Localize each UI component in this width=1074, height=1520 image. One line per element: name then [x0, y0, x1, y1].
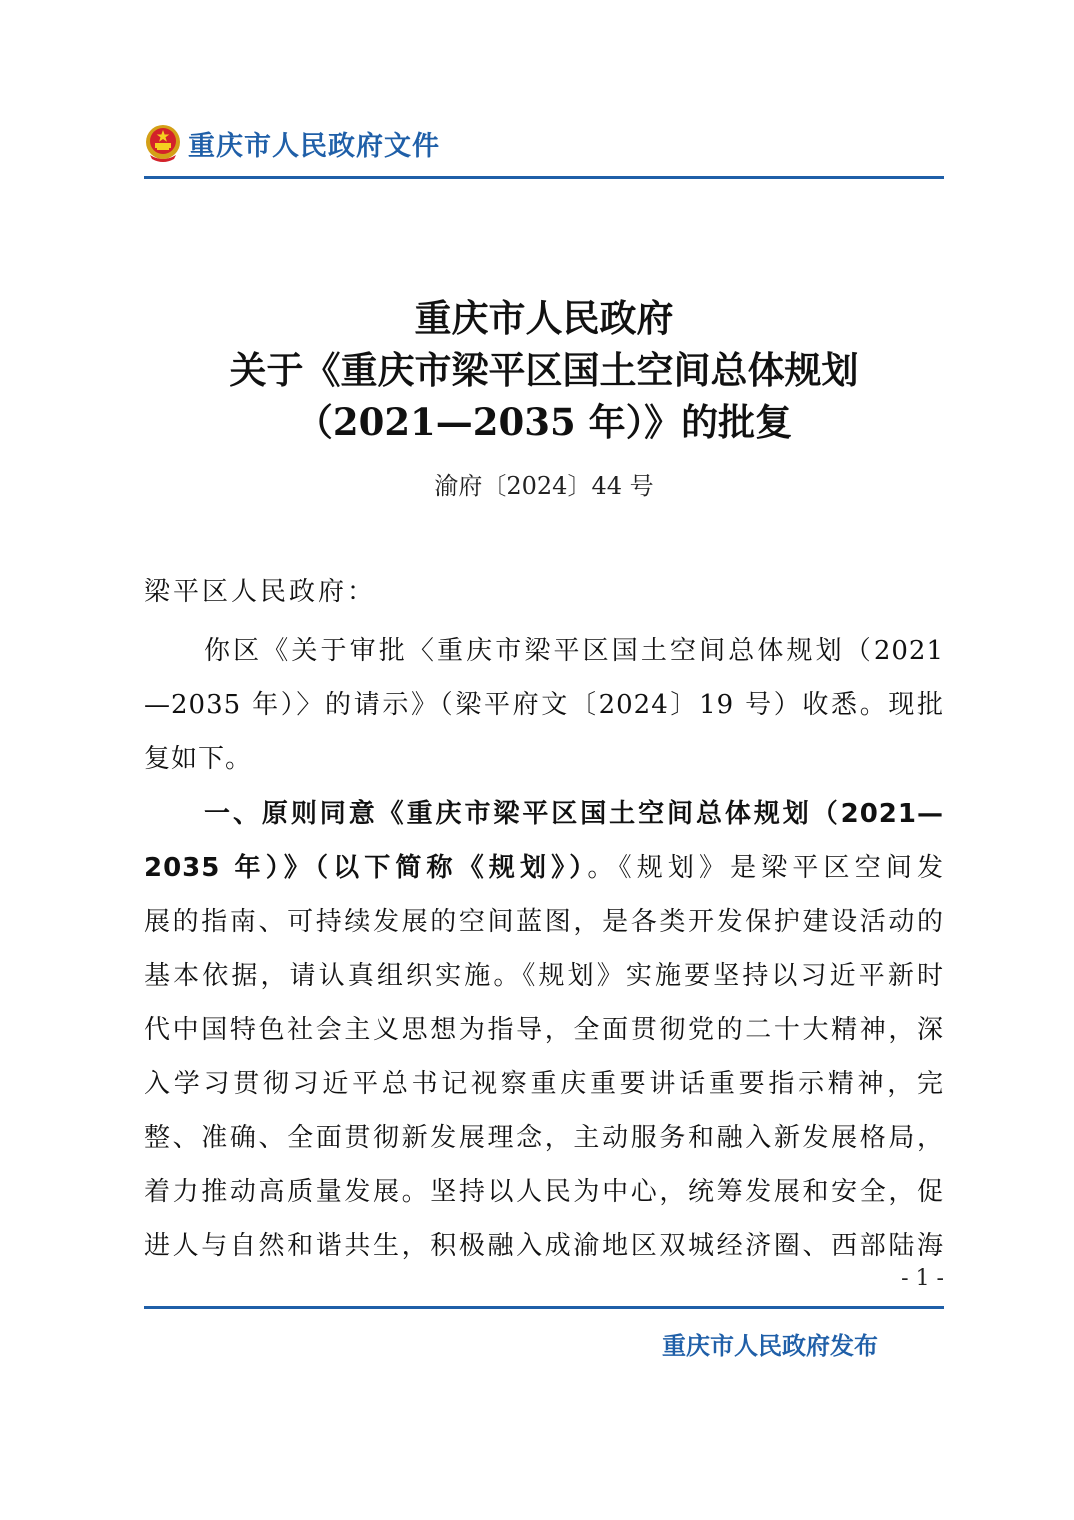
header-divider: [144, 176, 944, 179]
paragraph-1: [144, 624, 944, 786]
text-line: 进人与自然和谐共生，积极融入成渝地区双城经济圈、西部陆海: [144, 1231, 944, 1261]
title-line: 重庆市人民政府: [414, 296, 674, 340]
salutation: 梁平区人民政府：: [144, 577, 377, 607]
text-line: 展的指南、可持续发展的空间蓝图，是各类开发保护建设活动的: [144, 907, 944, 937]
title-line: （2021—2035 年）》的批复: [295, 400, 793, 444]
text-line: 代中国特色社会主义思想为指导，全面贯彻党的二十大精神，深: [144, 1015, 944, 1045]
document-header: [144, 118, 440, 168]
text-line: 基本依据，请认真组织实施。《规划》实施要坚持以习近平新时: [144, 961, 944, 991]
text-line: 复如下。: [144, 744, 253, 774]
text-line: 入学习贯彻习近平总书记视察重庆重要讲话重要指示精神，完: [144, 1069, 944, 1099]
title-line: 关于《重庆市梁平区国土空间总体规划: [229, 348, 859, 392]
national-emblem-icon: [144, 123, 182, 163]
text-line: 整、准确、全面贯彻新发展理念，主动服务和融入新发展格局，: [144, 1123, 944, 1153]
text-phrase: 。《规划》是梁平区空间发: [587, 853, 944, 883]
text-line: —2035 年）〉的请示》（梁平府文〔2024〕19 号）收悉。现批: [144, 690, 944, 720]
document-title: [144, 292, 944, 448]
text-line: [144, 841, 944, 895]
footer-publisher: 重庆市人民政府发布: [662, 1332, 878, 1360]
header-title: 重庆市人民政府文件: [188, 130, 440, 162]
text-line: 着力推动高质量发展。坚持以人民为中心，统筹发展和安全，促: [144, 1177, 944, 1207]
bold-phrase: 2035 年）》（以下简称《规划》）: [144, 853, 588, 883]
paragraph-2: [144, 787, 944, 1273]
page-number: - 1 -: [901, 1266, 944, 1291]
text-line: 一、原则同意《重庆市梁平区国土空间总体规划（2021—: [204, 799, 944, 829]
footer-divider: [144, 1306, 944, 1309]
document-number: 渝府〔2024〕44 号: [434, 472, 654, 500]
text-line: 你区《关于审批〈重庆市梁平区国土空间总体规划（2021: [204, 636, 944, 666]
